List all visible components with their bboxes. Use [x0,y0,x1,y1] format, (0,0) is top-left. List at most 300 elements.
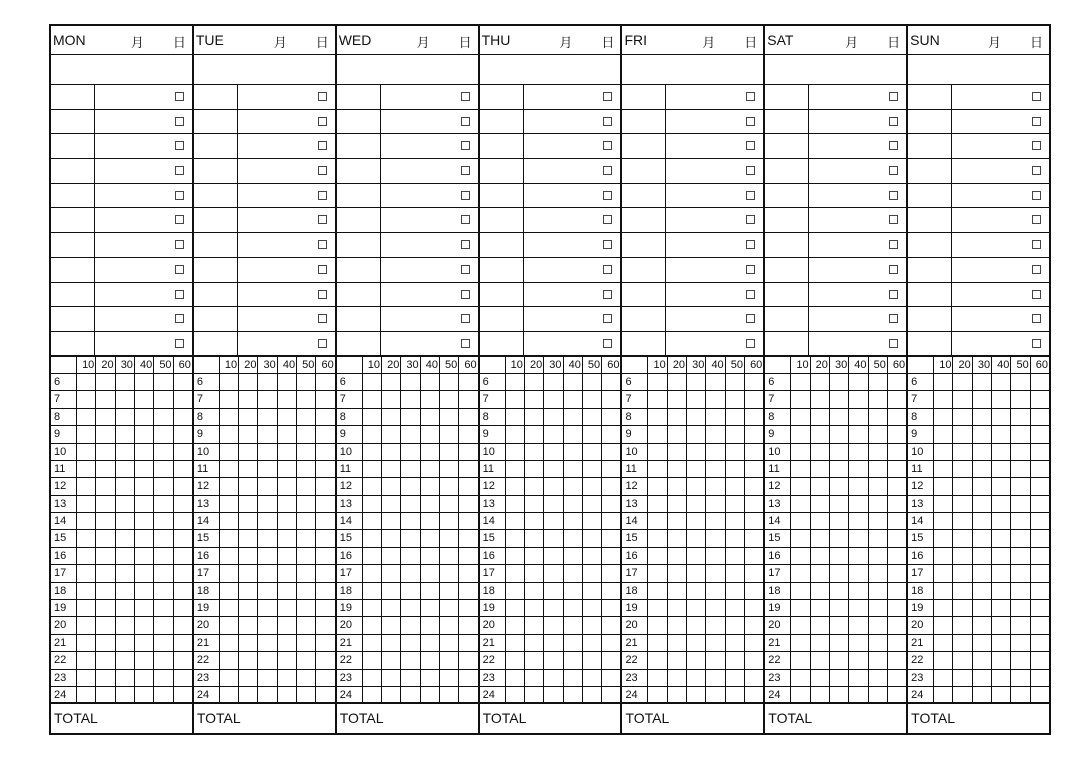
time-slot-cell[interactable] [668,513,687,529]
total-field[interactable] [51,704,192,733]
time-slot-cell[interactable] [583,565,602,581]
time-slot-cell[interactable] [791,565,810,581]
task-text-field[interactable] [952,134,1049,158]
time-slot-cell[interactable] [602,496,620,512]
time-slot-cell[interactable] [830,600,849,616]
time-slot-cell[interactable] [525,513,544,529]
time-slot-cell[interactable] [849,687,868,702]
time-slot-cell[interactable] [96,461,115,477]
time-slot-cell[interactable] [382,670,401,686]
task-time-field[interactable] [194,233,238,257]
task-checkbox[interactable] [175,314,184,323]
time-slot-cell[interactable] [706,478,725,494]
time-slot-cell[interactable] [135,461,154,477]
time-slot-cell[interactable] [791,617,810,633]
time-slot-cell[interactable] [77,583,96,599]
time-slot-cell[interactable] [811,635,830,651]
time-slot-cell[interactable] [668,617,687,633]
time-slot-cell[interactable] [668,635,687,651]
time-slot-cell[interactable] [602,687,620,702]
time-slot-cell[interactable] [77,687,96,702]
time-slot-cell[interactable] [648,635,667,651]
time-slot-cell[interactable] [583,530,602,546]
time-slot-cell[interactable] [459,478,477,494]
time-slot-cell[interactable] [401,652,420,668]
task-text-field[interactable] [524,233,621,257]
task-text-field[interactable] [524,208,621,232]
time-slot-cell[interactable] [525,409,544,425]
time-slot-cell[interactable] [382,374,401,390]
time-slot-cell[interactable] [992,461,1011,477]
task-checkbox[interactable] [889,191,898,200]
time-slot-cell[interactable] [154,600,173,616]
task-time-field[interactable] [908,85,952,109]
time-slot-cell[interactable] [174,444,192,460]
time-slot-cell[interactable] [363,565,382,581]
time-slot-cell[interactable] [77,652,96,668]
task-text-field[interactable] [95,110,192,134]
time-slot-cell[interactable] [506,391,525,407]
time-slot-cell[interactable] [668,444,687,460]
task-time-field[interactable] [337,283,381,307]
time-slot-cell[interactable] [888,478,906,494]
time-slot-cell[interactable] [687,617,706,633]
task-text-field[interactable] [666,258,763,282]
time-slot-cell[interactable] [525,374,544,390]
time-slot-cell[interactable] [687,565,706,581]
time-slot-cell[interactable] [258,461,277,477]
time-slot-cell[interactable] [96,513,115,529]
time-slot-cell[interactable] [564,548,583,564]
time-slot-cell[interactable] [297,374,316,390]
time-slot-cell[interactable] [96,600,115,616]
task-time-field[interactable] [480,283,524,307]
time-slot-cell[interactable] [811,496,830,512]
time-slot-cell[interactable] [278,530,297,546]
task-text-field[interactable] [952,110,1049,134]
time-slot-cell[interactable] [239,391,258,407]
time-slot-cell[interactable] [791,513,810,529]
time-slot-cell[interactable] [135,374,154,390]
time-slot-cell[interactable] [849,565,868,581]
time-slot-cell[interactable] [239,513,258,529]
task-checkbox[interactable] [746,240,755,249]
time-slot-cell[interactable] [174,409,192,425]
task-checkbox[interactable] [175,141,184,150]
time-slot-cell[interactable] [525,635,544,651]
time-slot-cell[interactable] [421,391,440,407]
time-slot-cell[interactable] [421,652,440,668]
task-checkbox[interactable] [746,339,755,348]
time-slot-cell[interactable] [602,670,620,686]
time-slot-cell[interactable] [830,461,849,477]
task-text-field[interactable] [381,332,478,355]
task-time-field[interactable] [622,332,666,355]
time-slot-cell[interactable] [791,461,810,477]
task-text-field[interactable] [666,283,763,307]
time-slot-cell[interactable] [278,496,297,512]
time-slot-cell[interactable] [791,478,810,494]
time-slot-cell[interactable] [440,583,459,599]
time-slot-cell[interactable] [726,478,745,494]
task-time-field[interactable] [194,208,238,232]
time-slot-cell[interactable] [77,391,96,407]
time-slot-cell[interactable] [564,617,583,633]
time-slot-cell[interactable] [830,548,849,564]
time-slot-cell[interactable] [316,496,334,512]
time-slot-cell[interactable] [77,565,96,581]
task-time-field[interactable] [51,233,95,257]
task-time-field[interactable] [51,85,95,109]
time-slot-cell[interactable] [297,513,316,529]
time-slot-cell[interactable] [706,670,725,686]
time-slot-cell[interactable] [888,565,906,581]
task-text-field[interactable] [381,134,478,158]
time-slot-cell[interactable] [934,565,953,581]
time-slot-cell[interactable] [401,530,420,546]
time-slot-cell[interactable] [220,548,239,564]
time-slot-cell[interactable] [869,670,888,686]
time-slot-cell[interactable] [440,635,459,651]
task-checkbox[interactable] [889,215,898,224]
time-slot-cell[interactable] [849,617,868,633]
task-time-field[interactable] [908,258,952,282]
time-slot-cell[interactable] [973,461,992,477]
task-checkbox[interactable] [1032,141,1041,150]
time-slot-cell[interactable] [869,530,888,546]
task-time-field[interactable] [194,85,238,109]
time-slot-cell[interactable] [220,478,239,494]
time-slot-cell[interactable] [745,496,763,512]
time-slot-cell[interactable] [525,687,544,702]
time-slot-cell[interactable] [706,600,725,616]
time-slot-cell[interactable] [726,444,745,460]
time-slot-cell[interactable] [1011,444,1030,460]
time-slot-cell[interactable] [174,548,192,564]
task-text-field[interactable] [381,233,478,257]
time-slot-cell[interactable] [564,600,583,616]
time-slot-cell[interactable] [116,478,135,494]
time-slot-cell[interactable] [830,374,849,390]
time-slot-cell[interactable] [220,565,239,581]
time-slot-cell[interactable] [544,565,563,581]
task-text-field[interactable] [809,258,906,282]
time-slot-cell[interactable] [934,652,953,668]
time-slot-cell[interactable] [174,687,192,702]
time-slot-cell[interactable] [934,374,953,390]
time-slot-cell[interactable] [382,617,401,633]
time-slot-cell[interactable] [220,670,239,686]
time-slot-cell[interactable] [154,565,173,581]
time-slot-cell[interactable] [154,583,173,599]
time-slot-cell[interactable] [687,548,706,564]
time-slot-cell[interactable] [239,583,258,599]
time-slot-cell[interactable] [525,548,544,564]
time-slot-cell[interactable] [258,548,277,564]
time-slot-cell[interactable] [726,513,745,529]
time-slot-cell[interactable] [811,513,830,529]
time-slot-cell[interactable] [830,513,849,529]
task-time-field[interactable] [765,134,809,158]
time-slot-cell[interactable] [602,565,620,581]
time-slot-cell[interactable] [297,496,316,512]
time-slot-cell[interactable] [849,652,868,668]
task-text-field[interactable] [524,134,621,158]
task-checkbox[interactable] [746,215,755,224]
time-slot-cell[interactable] [506,409,525,425]
time-slot-cell[interactable] [382,687,401,702]
time-slot-cell[interactable] [830,565,849,581]
time-slot-cell[interactable] [506,565,525,581]
task-checkbox[interactable] [746,290,755,299]
time-slot-cell[interactable] [1031,687,1049,702]
task-time-field[interactable] [765,283,809,307]
time-slot-cell[interactable] [564,652,583,668]
time-slot-cell[interactable] [239,617,258,633]
time-slot-cell[interactable] [830,426,849,442]
time-slot-cell[interactable] [116,444,135,460]
time-slot-cell[interactable] [459,617,477,633]
task-checkbox[interactable] [603,191,612,200]
time-slot-cell[interactable] [174,426,192,442]
task-time-field[interactable] [480,258,524,282]
time-slot-cell[interactable] [544,635,563,651]
task-time-field[interactable] [337,184,381,208]
time-slot-cell[interactable] [706,687,725,702]
time-slot-cell[interactable] [220,583,239,599]
time-slot-cell[interactable] [992,530,1011,546]
task-time-field[interactable] [765,85,809,109]
time-slot-cell[interactable] [135,583,154,599]
task-text-field[interactable] [952,307,1049,331]
task-text-field[interactable] [524,184,621,208]
time-slot-cell[interactable] [135,391,154,407]
time-slot-cell[interactable] [316,600,334,616]
task-checkbox[interactable] [1032,265,1041,274]
time-slot-cell[interactable] [602,600,620,616]
time-slot-cell[interactable] [1011,374,1030,390]
time-slot-cell[interactable] [811,374,830,390]
task-time-field[interactable] [765,184,809,208]
time-slot-cell[interactable] [154,635,173,651]
time-slot-cell[interactable] [135,530,154,546]
time-slot-cell[interactable] [992,496,1011,512]
time-slot-cell[interactable] [174,617,192,633]
time-slot-cell[interactable] [544,391,563,407]
time-slot-cell[interactable] [648,426,667,442]
time-slot-cell[interactable] [583,444,602,460]
time-slot-cell[interactable] [726,409,745,425]
time-slot-cell[interactable] [440,687,459,702]
time-slot-cell[interactable] [363,478,382,494]
day-note-field[interactable] [765,55,906,85]
time-slot-cell[interactable] [564,391,583,407]
task-time-field[interactable] [337,258,381,282]
time-slot-cell[interactable] [544,444,563,460]
time-slot-cell[interactable] [382,461,401,477]
time-slot-cell[interactable] [174,583,192,599]
time-slot-cell[interactable] [1031,583,1049,599]
time-slot-cell[interactable] [382,513,401,529]
task-checkbox[interactable] [1032,215,1041,224]
time-slot-cell[interactable] [869,652,888,668]
time-slot-cell[interactable] [258,426,277,442]
time-slot-cell[interactable] [174,496,192,512]
time-slot-cell[interactable] [278,426,297,442]
time-slot-cell[interactable] [421,687,440,702]
time-slot-cell[interactable] [506,583,525,599]
time-slot-cell[interactable] [583,617,602,633]
total-field[interactable] [194,704,335,733]
task-text-field[interactable] [666,332,763,355]
time-slot-cell[interactable] [401,635,420,651]
time-slot-cell[interactable] [687,374,706,390]
task-checkbox[interactable] [318,92,327,101]
time-slot-cell[interactable] [583,652,602,668]
task-time-field[interactable] [337,208,381,232]
time-slot-cell[interactable] [363,374,382,390]
time-slot-cell[interactable] [316,478,334,494]
time-slot-cell[interactable] [706,409,725,425]
task-time-field[interactable] [908,110,952,134]
time-slot-cell[interactable] [888,617,906,633]
task-text-field[interactable] [238,110,335,134]
time-slot-cell[interactable] [973,496,992,512]
time-slot-cell[interactable] [506,513,525,529]
time-slot-cell[interactable] [934,444,953,460]
time-slot-cell[interactable] [1011,617,1030,633]
time-slot-cell[interactable] [77,496,96,512]
task-time-field[interactable] [622,184,666,208]
time-slot-cell[interactable] [401,617,420,633]
total-field[interactable] [480,704,621,733]
task-text-field[interactable] [238,184,335,208]
time-slot-cell[interactable] [992,687,1011,702]
time-slot-cell[interactable] [602,652,620,668]
time-slot-cell[interactable] [687,600,706,616]
task-checkbox[interactable] [603,290,612,299]
time-slot-cell[interactable] [953,652,972,668]
task-checkbox[interactable] [603,117,612,126]
task-time-field[interactable] [480,233,524,257]
time-slot-cell[interactable] [602,478,620,494]
time-slot-cell[interactable] [583,391,602,407]
time-slot-cell[interactable] [564,670,583,686]
time-slot-cell[interactable] [96,530,115,546]
time-slot-cell[interactable] [706,652,725,668]
task-checkbox[interactable] [175,191,184,200]
time-slot-cell[interactable] [506,426,525,442]
task-text-field[interactable] [381,208,478,232]
time-slot-cell[interactable] [421,565,440,581]
time-slot-cell[interactable] [297,461,316,477]
time-slot-cell[interactable] [888,687,906,702]
time-slot-cell[interactable] [564,687,583,702]
time-slot-cell[interactable] [363,652,382,668]
total-field[interactable] [765,704,906,733]
time-slot-cell[interactable] [239,687,258,702]
time-slot-cell[interactable] [726,600,745,616]
time-slot-cell[interactable] [830,617,849,633]
task-text-field[interactable] [238,208,335,232]
time-slot-cell[interactable] [953,374,972,390]
time-slot-cell[interactable] [278,600,297,616]
time-slot-cell[interactable] [525,530,544,546]
time-slot-cell[interactable] [992,391,1011,407]
task-time-field[interactable] [622,307,666,331]
time-slot-cell[interactable] [278,583,297,599]
time-slot-cell[interactable] [953,548,972,564]
time-slot-cell[interactable] [1011,652,1030,668]
time-slot-cell[interactable] [811,461,830,477]
task-time-field[interactable] [622,283,666,307]
time-slot-cell[interactable] [934,513,953,529]
time-slot-cell[interactable] [258,478,277,494]
task-text-field[interactable] [952,184,1049,208]
time-slot-cell[interactable] [648,583,667,599]
time-slot-cell[interactable] [583,583,602,599]
time-slot-cell[interactable] [668,391,687,407]
time-slot-cell[interactable] [668,530,687,546]
time-slot-cell[interactable] [440,478,459,494]
time-slot-cell[interactable] [973,583,992,599]
time-slot-cell[interactable] [583,496,602,512]
time-slot-cell[interactable] [239,374,258,390]
time-slot-cell[interactable] [706,513,725,529]
task-checkbox[interactable] [318,240,327,249]
time-slot-cell[interactable] [459,426,477,442]
time-slot-cell[interactable] [830,687,849,702]
time-slot-cell[interactable] [459,635,477,651]
time-slot-cell[interactable] [934,635,953,651]
task-time-field[interactable] [908,233,952,257]
task-time-field[interactable] [622,258,666,282]
time-slot-cell[interactable] [726,530,745,546]
total-field[interactable] [337,704,478,733]
time-slot-cell[interactable] [1031,530,1049,546]
time-slot-cell[interactable] [687,478,706,494]
time-slot-cell[interactable] [811,617,830,633]
task-text-field[interactable] [809,332,906,355]
time-slot-cell[interactable] [706,530,725,546]
time-slot-cell[interactable] [421,496,440,512]
task-checkbox[interactable] [1032,339,1041,348]
time-slot-cell[interactable] [506,548,525,564]
task-text-field[interactable] [238,233,335,257]
time-slot-cell[interactable] [687,391,706,407]
time-slot-cell[interactable] [440,548,459,564]
time-slot-cell[interactable] [888,426,906,442]
task-text-field[interactable] [238,134,335,158]
time-slot-cell[interactable] [745,391,763,407]
time-slot-cell[interactable] [506,600,525,616]
time-slot-cell[interactable] [687,583,706,599]
time-slot-cell[interactable] [564,583,583,599]
time-slot-cell[interactable] [849,600,868,616]
task-text-field[interactable] [952,85,1049,109]
time-slot-cell[interactable] [849,530,868,546]
time-slot-cell[interactable] [154,478,173,494]
time-slot-cell[interactable] [687,687,706,702]
task-time-field[interactable] [194,307,238,331]
time-slot-cell[interactable] [174,600,192,616]
day-note-field[interactable] [51,55,192,85]
time-slot-cell[interactable] [973,617,992,633]
time-slot-cell[interactable] [869,600,888,616]
time-slot-cell[interactable] [401,583,420,599]
task-text-field[interactable] [95,85,192,109]
time-slot-cell[interactable] [706,426,725,442]
